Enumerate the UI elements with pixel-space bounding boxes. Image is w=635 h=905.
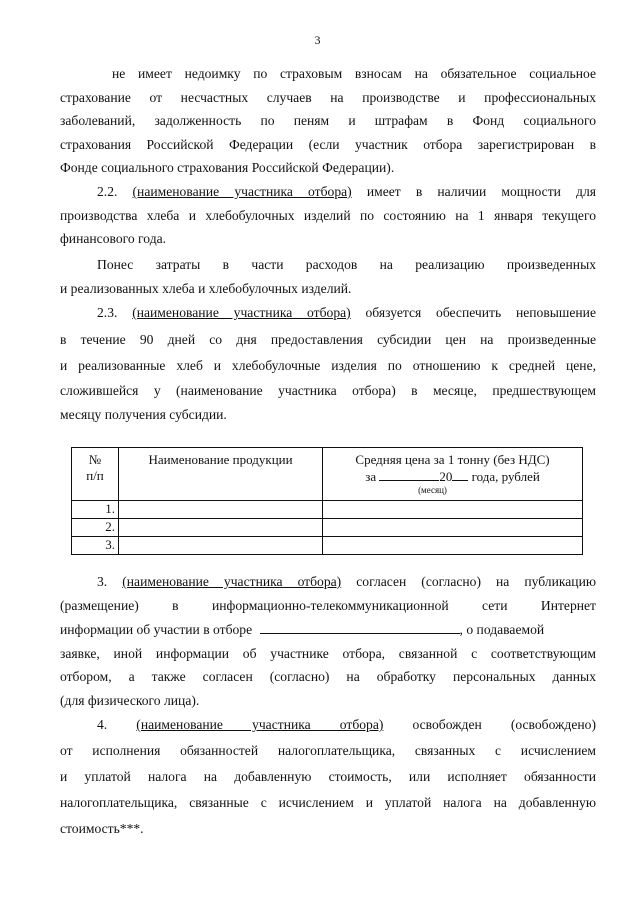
header-average-price: Средняя цена за 1 тонну (без НДС) за 20 года, рублей (месяц) (323, 448, 583, 501)
month-caption: (месяц) (418, 485, 447, 495)
text-line: стоимость***. (60, 821, 144, 836)
text-line (97, 573, 596, 591)
clause-text: согласен (согласно) на публикацию (356, 574, 596, 589)
text-line: налогоплательщика, связанные с исчислением и уплатой налога на добавленную (60, 795, 596, 810)
text-line (97, 716, 596, 734)
row-number: 2. (72, 519, 119, 537)
text-line (97, 304, 596, 322)
text-line: страхования Российской Федерации (если участник отбора зарегистрирован в (60, 137, 596, 152)
text-line: и реализованных хлеба и хлебобулочных изделий. (60, 281, 352, 296)
text-line: и реализованные хлеб и хлебобулочные изделия по отношению к средней цене, (60, 358, 596, 373)
clause-number: 3. (97, 574, 108, 589)
participant-name-placeholder: (наименование участника отбора) (132, 184, 352, 199)
clause-text: освобожден (освобождено) (412, 717, 596, 732)
text-line: и уплатой налога на добавленную стоимость, или исполняет обязанности (60, 769, 596, 784)
text-line: заявке, иной информации об участнике отбора, связанной с соответствующим (60, 646, 596, 661)
price-table (71, 447, 583, 555)
clause-number: 4. (97, 717, 108, 732)
text-line: месяцу получения субсидии. (60, 407, 227, 422)
row-product-name (119, 537, 323, 555)
text-line: (размещение) в информационно-телекоммуникационной сети Интернет (60, 598, 596, 613)
blank-field (260, 621, 460, 634)
text-line: производства хлеба и хлебобулочных изделий по состоянию на 1 января текущего (60, 208, 596, 223)
table-header-row (72, 448, 583, 501)
header-product-name: Наименование продукции (119, 448, 323, 501)
participant-name-placeholder: (наименование участника отбора) (136, 717, 384, 732)
row-price (323, 519, 583, 537)
text-line: в течение 90 дней со дня предоставления субсидии цен на произведенные (60, 332, 596, 347)
participant-name-placeholder: (наименование участника отбора) (122, 574, 342, 589)
text-line: (для физического лица). (60, 693, 200, 708)
row-product-name (119, 519, 323, 537)
text-line: финансового года. (60, 231, 167, 246)
text-line: не имеет недоимку по страховым взносам на обязательное социальное (112, 66, 596, 81)
row-price (323, 537, 583, 555)
participant-name-placeholder: (наименование участника отбора) (132, 305, 351, 320)
table-row (72, 537, 583, 555)
text-line: отбором, а также согласен (согласно) на обработку персональных данных (60, 669, 596, 684)
header-number: № п/п (72, 448, 119, 501)
page-number: 3 (314, 33, 321, 47)
text-line (97, 183, 596, 201)
text-line: сложившейся у (наименование участника отбора) в месяце, предшествующем (60, 383, 596, 398)
text-line: заболеваний, задолженность по пеням и штрафам в Фонд социального (60, 113, 596, 128)
row-product-name (119, 501, 323, 519)
text-line: от исполнения обязанностей налогоплательщика, связанных с исчислением (60, 743, 596, 758)
clause-text: обязуется обеспечить неповышение (365, 305, 596, 320)
row-number: 1. (72, 501, 119, 519)
clause-text: имеет в наличии мощности для (366, 184, 596, 199)
table-row (72, 519, 583, 537)
text-line: страхование от несчастных случаев на производстве и профессиональных (60, 90, 596, 105)
table-row (72, 501, 583, 519)
clause-number: 2.2. (97, 184, 118, 199)
text-line: Понес затраты в части расходов на реализацию произведенных (97, 257, 596, 272)
text-line: информации об участии в отборе , о подаваемой (60, 622, 545, 637)
clause-number: 2.3. (97, 305, 118, 320)
row-price (323, 501, 583, 519)
row-number: 3. (72, 537, 119, 555)
text-line: Фонде социального страхования Российской Федерации). (60, 160, 395, 175)
